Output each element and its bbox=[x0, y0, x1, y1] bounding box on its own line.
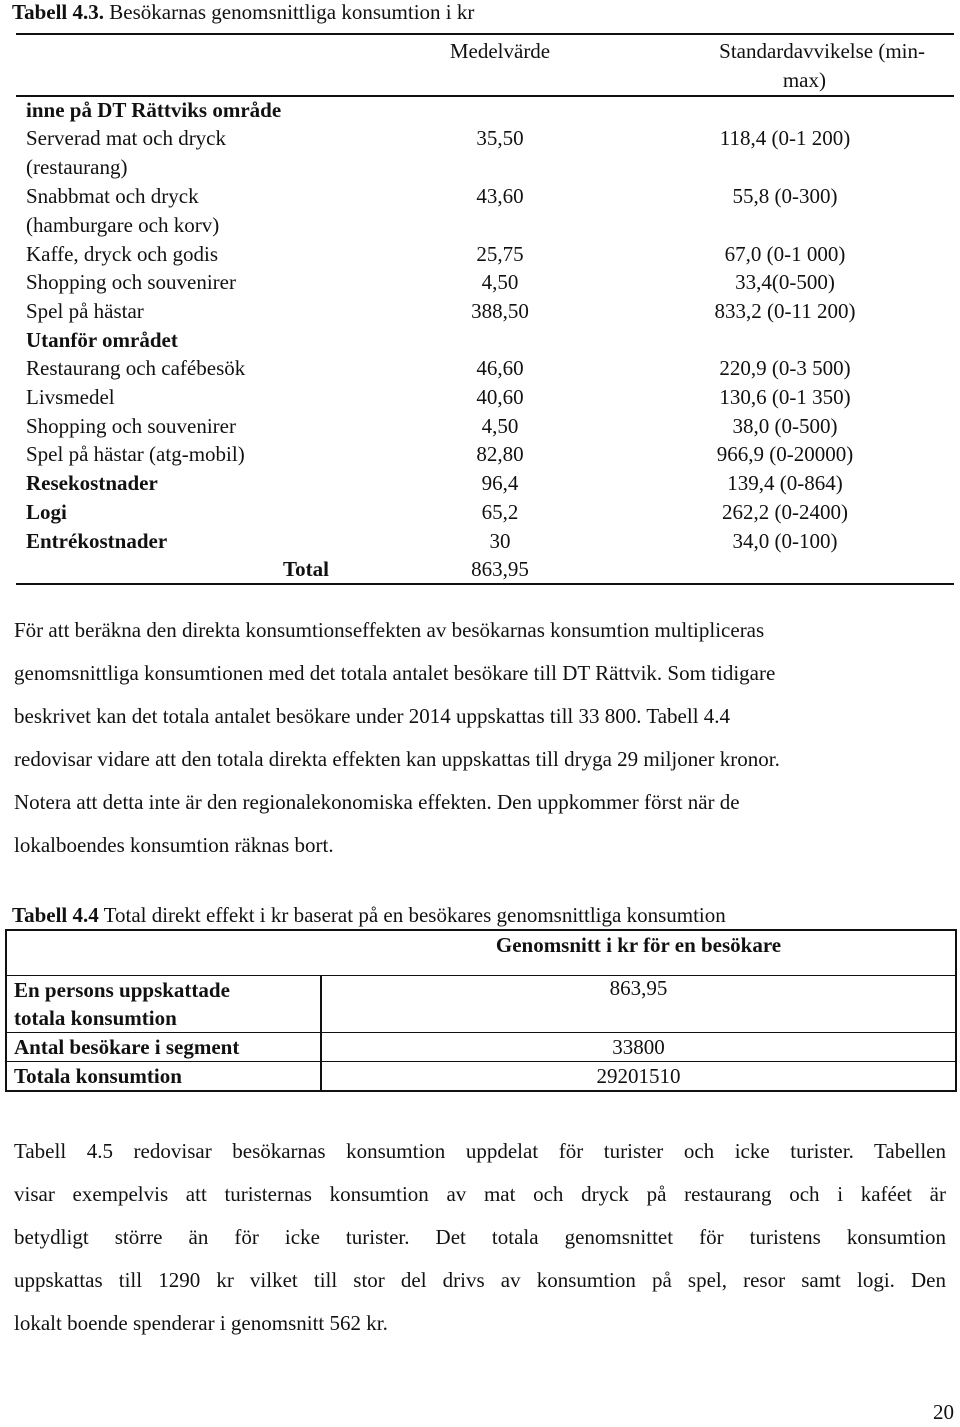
table43-row-mean: 4,50 bbox=[481, 270, 519, 294]
table43-row-mean: 43,60 bbox=[476, 184, 524, 208]
para2-line: betydligt större än för icke turister. Det totala genomsnittet för turistens konsumtion bbox=[14, 1225, 946, 1249]
table43-row-mean: 30 bbox=[489, 529, 511, 553]
table43-row-mean: 25,75 bbox=[476, 242, 524, 266]
table43-total-value: 863,95 bbox=[471, 557, 529, 581]
table43-total-label: Total bbox=[283, 557, 329, 581]
table43-row-mean: 4,50 bbox=[481, 414, 519, 438]
table43-row-label: Snabbmat och dryck bbox=[26, 184, 199, 208]
paragraph-table45-intro bbox=[14, 1130, 946, 1345]
table44-col-header: Genomsnitt i kr för en besökare bbox=[495, 933, 782, 957]
table43-row-label: Entrékostnader bbox=[26, 529, 168, 553]
table44-row-value: 863,95 bbox=[609, 976, 668, 1000]
table43-row-label: Serverad mat och dryck bbox=[26, 126, 227, 150]
table43-row-sd: 34,0 (0-100) bbox=[732, 529, 838, 553]
table43-row-sd: 130,6 (0-1 350) bbox=[719, 385, 851, 409]
table43-row-label-cont: (restaurang) bbox=[26, 155, 128, 179]
table43-row-label: Restaurang och cafébesök bbox=[26, 356, 246, 380]
table43-row-sd: 262,2 (0-2400) bbox=[722, 500, 848, 524]
table44-row-label: totala konsumtion bbox=[14, 1006, 177, 1030]
para1-line: genomsnittliga konsumtionen med det totala antalet besökare till DT Rättvik. Som tidigare bbox=[14, 661, 776, 685]
table43-top-rule bbox=[16, 33, 954, 35]
table43-row-label: Utanför området bbox=[26, 328, 178, 352]
table44-row-value: 33800 bbox=[612, 1035, 665, 1059]
table43-row-label: Resekostnader bbox=[26, 471, 158, 495]
table44-caption-label: Tabell 4.4 bbox=[12, 903, 99, 927]
table43-row-mean: 35,50 bbox=[476, 126, 524, 150]
table43-row-label: Shopping och souvenirer bbox=[26, 414, 236, 438]
table43-row-sd: 55,8 (0-300) bbox=[732, 184, 838, 208]
table44-caption-text: Total direkt effekt i kr baserat på en besökares genomsnittliga konsumtion bbox=[98, 903, 726, 927]
table43-row-label: inne på DT Rättviks område bbox=[26, 98, 282, 122]
table43-caption bbox=[12, 0, 474, 27]
para2-line: Tabell 4.5 redovisar besökarnas konsumtion uppdelat för turister och icke turister. Tabellen bbox=[14, 1139, 946, 1163]
table43-row-sd: 33,4(0-500) bbox=[735, 270, 835, 294]
table43-row-sd: 67,0 (0-1 000) bbox=[724, 242, 846, 266]
table43-col-sd-line2: max) bbox=[782, 68, 826, 92]
para2-line: lokalt boende spenderar i genomsnitt 562 kr. bbox=[14, 1311, 388, 1335]
para1-line: För att beräkna den direkta konsumtionseffekten av besökarnas konsumtion multipliceras bbox=[14, 618, 765, 642]
table43-row-mean: 46,60 bbox=[476, 356, 524, 380]
table43-row-label: Kaffe, dryck och godis bbox=[26, 242, 219, 266]
table43-bottom-rule bbox=[16, 583, 954, 585]
table43-row-sd: 833,2 (0-11 200) bbox=[714, 299, 856, 323]
para1-line: beskrivet kan det totala antalet besökare under 2014 uppskattas till 33 800. Tabell 4.4 bbox=[14, 704, 731, 728]
table44-border-left bbox=[5, 929, 7, 1092]
table43-row-label: Spel på hästar (atg-mobil) bbox=[26, 442, 245, 466]
table44-row-label: En persons uppskattade bbox=[14, 978, 230, 1002]
table43-row-mean: 65,2 bbox=[481, 500, 519, 524]
table43-row-label-cont: (hamburgare och korv) bbox=[26, 213, 220, 237]
para2-line: uppskattas till 1290 kr vilket till stor del drivs av konsumtion på spel, resor samt logi. Den bbox=[14, 1268, 946, 1292]
table44-row-value: 29201510 bbox=[596, 1064, 681, 1088]
table43-col-sd-line1: Standardavvikelse (min- bbox=[719, 39, 925, 63]
table43-row-label: Livsmedel bbox=[26, 385, 115, 409]
table43-row-sd: 118,4 (0-1 200) bbox=[719, 126, 851, 150]
table43-row-mean: 388,50 bbox=[471, 299, 529, 323]
table43-caption-label: Tabell 4.3. bbox=[12, 0, 104, 24]
table-4-4 bbox=[5, 929, 957, 1092]
table43-col-mean: Medelvärde bbox=[449, 39, 551, 63]
page-number: 20 bbox=[933, 1400, 954, 1424]
table43-row-label: Logi bbox=[26, 500, 67, 524]
paragraph-consumption-effect bbox=[14, 609, 946, 867]
table43-row-mean: 40,60 bbox=[476, 385, 524, 409]
table44-border-right bbox=[955, 929, 957, 1092]
table43-row-label: Shopping och souvenirer bbox=[26, 270, 236, 294]
para1-line: lokalboendes konsumtion räknas bort. bbox=[14, 833, 334, 857]
table43-row-sd: 220,9 (0-3 500) bbox=[719, 356, 851, 380]
table43-row-sd: 38,0 (0-500) bbox=[732, 414, 838, 438]
para1-line: redovisar vidare att den totala direkta effekten kan uppskattas till dryga 29 miljoner kronor. bbox=[14, 747, 780, 771]
table43-row-sd: 966,9 (0-20000) bbox=[716, 442, 854, 466]
table43-caption-text: Besökarnas genomsnittliga konsumtion i kr bbox=[104, 0, 475, 24]
table44-row-label: Totala konsumtion bbox=[14, 1064, 182, 1088]
table43-row-mean: 82,80 bbox=[476, 442, 524, 466]
para1-line: Notera att detta inte är den regionalekonomiska effekten. Den uppkommer först när de bbox=[14, 790, 740, 814]
table43-row-mean: 96,4 bbox=[481, 471, 519, 495]
table43-row-sd: 139,4 (0-864) bbox=[727, 471, 843, 495]
table44-row-label: Antal besökare i segment bbox=[14, 1035, 240, 1059]
para2-line: visar exempelvis att turisternas konsumtion av mat och dryck på restaurang och i kaféet är bbox=[14, 1182, 946, 1206]
table43-row-label: Spel på hästar bbox=[26, 299, 144, 323]
table44-caption bbox=[12, 901, 726, 930]
